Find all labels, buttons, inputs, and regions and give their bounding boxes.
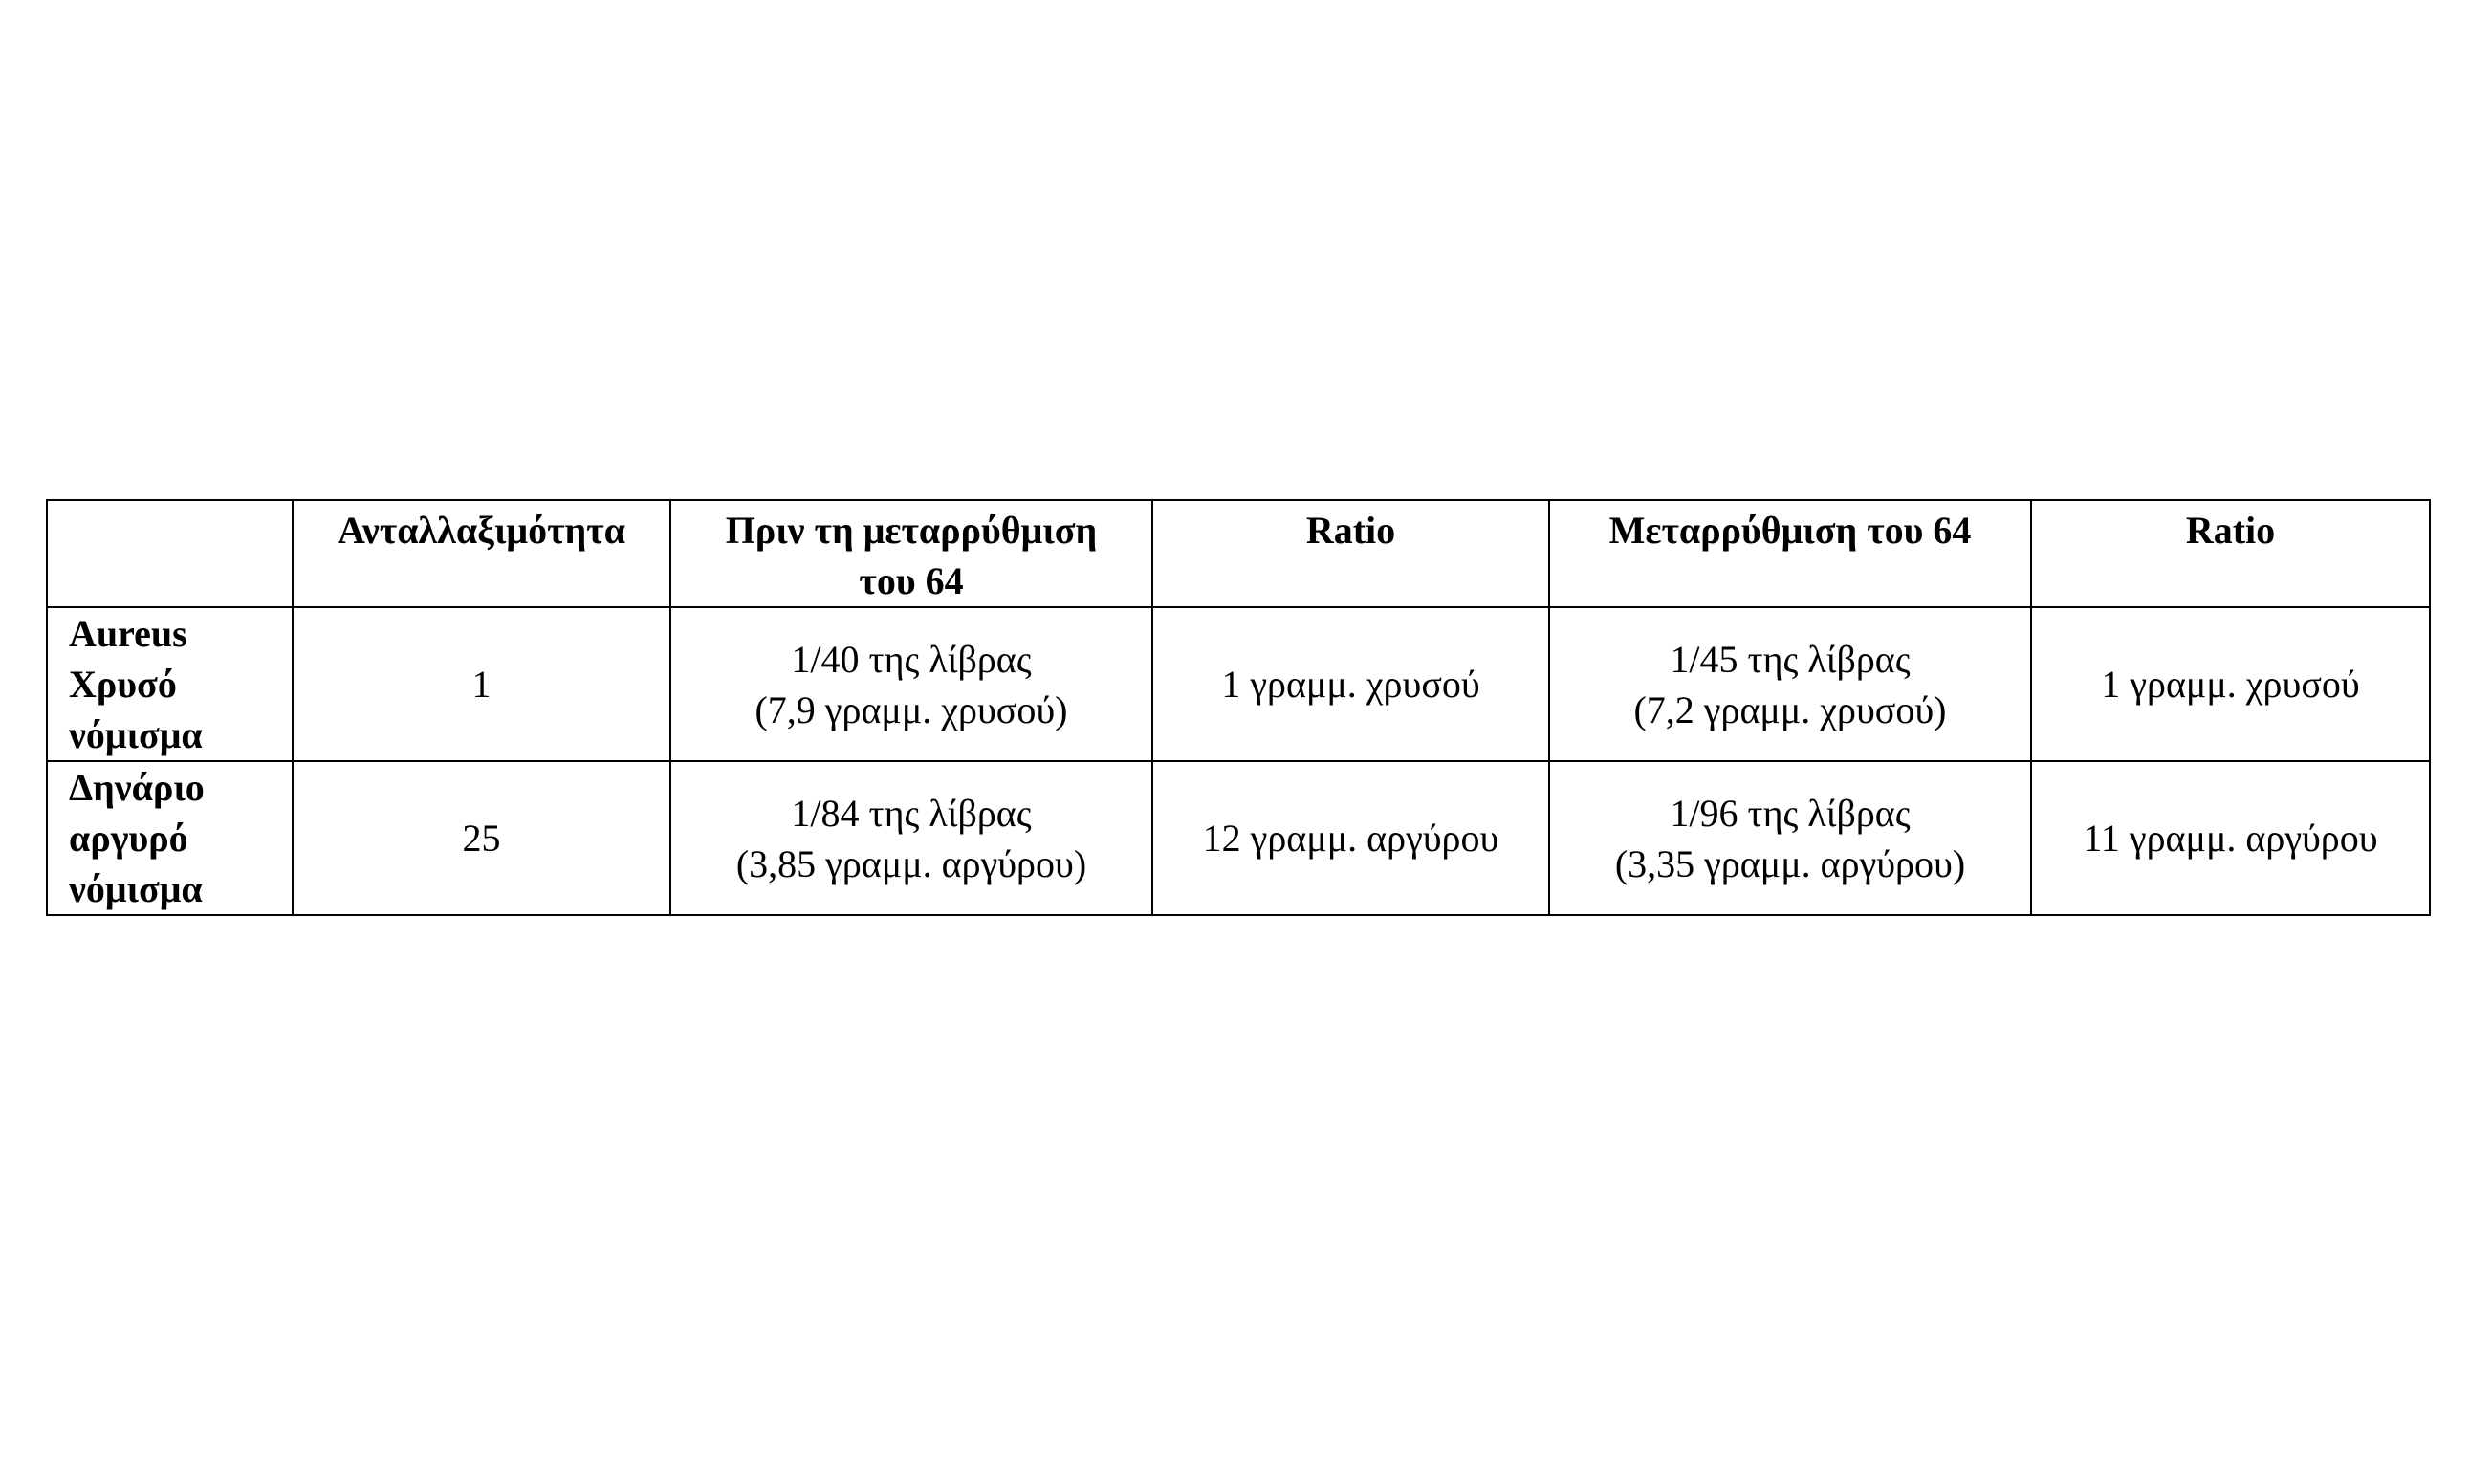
reform-64-grams: (3,35 γραμμ. αργύρου): [1614, 841, 1966, 885]
exchange-cell: 25: [293, 761, 670, 915]
row-label-line: Aureus: [69, 612, 187, 655]
before-reform-cell: [670, 761, 1152, 915]
header-ratio-before: Ratio: [1152, 500, 1549, 607]
reform-64-fraction: 1/96 της λίβρας: [1670, 791, 1911, 835]
table-header-row: [47, 500, 2430, 607]
row-label-line: Δηνάριο: [69, 766, 205, 809]
reform-64-cell: [1549, 761, 2031, 915]
row-label-denarius: [47, 761, 293, 915]
header-ratio-after: Ratio: [2031, 500, 2430, 607]
header-exchangeability: Ανταλλαξιμότητα: [293, 500, 670, 607]
before-reform-fraction: 1/40 της λίβρας: [791, 637, 1032, 681]
ratio-after-cell: 1 γραμμ. χρυσού: [2031, 607, 2430, 761]
header-before-reform-line-1: Πριν τη μεταρρύθμιση: [725, 509, 1098, 552]
header-before-reform-line-2: του 64: [859, 559, 964, 602]
before-reform-cell: [670, 607, 1152, 761]
ratio-before-cell: 1 γραμμ. χρυσού: [1152, 607, 1549, 761]
row-label-aureus: [47, 607, 293, 761]
exchange-cell: 1: [293, 607, 670, 761]
reform-64-grams: (7,2 γραμμ. χρυσού): [1633, 687, 1947, 731]
ratio-before-cell: 12 γραμμ. αργύρου: [1152, 761, 1549, 915]
row-label-line: αργυρό: [69, 817, 188, 860]
ratio-after-cell: 11 γραμμ. αργύρου: [2031, 761, 2430, 915]
row-label-line: νόμισμα: [69, 713, 203, 756]
reform-64-cell: [1549, 607, 2031, 761]
table-row: [47, 607, 2430, 761]
header-before-reform: [670, 500, 1152, 607]
table-row: [47, 761, 2430, 915]
row-label-line: νόμισμα: [69, 867, 203, 910]
header-reform-64: Μεταρρύθμιση του 64: [1549, 500, 2031, 607]
reform-64-fraction: 1/45 της λίβρας: [1670, 637, 1911, 681]
before-reform-grams: (3,85 γραμμ. αργύρου): [735, 841, 1087, 885]
before-reform-grams: (7,9 γραμμ. χρυσού): [754, 687, 1068, 731]
header-empty-cell: [47, 500, 293, 607]
currency-table: [46, 499, 2431, 916]
row-label-line: Χρυσό: [69, 663, 177, 706]
before-reform-fraction: 1/84 της λίβρας: [791, 791, 1032, 835]
